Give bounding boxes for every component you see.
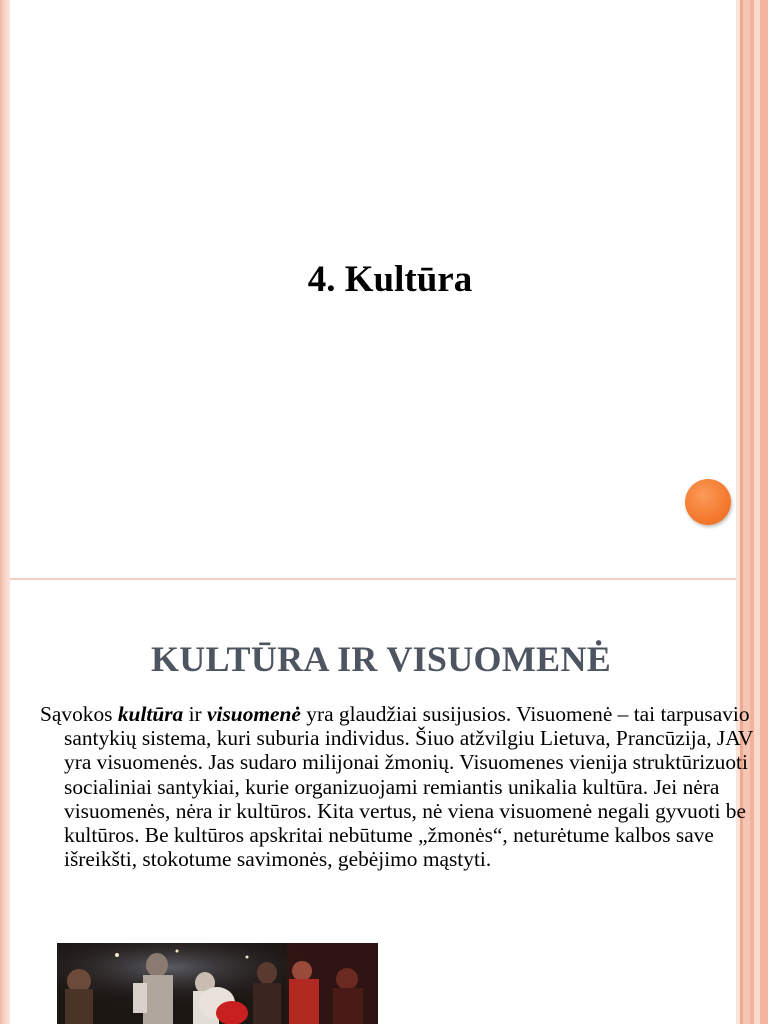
term-visuomene: visuomenė [207,702,301,726]
slide-divider [0,578,768,580]
crowd-photo [57,943,378,1024]
slide-2-title: KULTŪRA IR VISUOMENĖ [150,639,612,679]
slide-2 [0,578,768,1024]
body-text-part: Sąvokos [40,702,118,726]
orange-circle-icon [685,479,731,525]
body-text-part: yra glaudžiai susijusios. Visuomenė – tai tarpusavio santykių sistema, kuri suburia individus. Šiuo atžvilgiu Lietuva, Prancūzija, JAV yra visuomenės. Jas sudaro milijonai žmonių. Visuomenes vienija struktūrizuoti socialiniai santykiai, kurie organizuojami remiantis unikalia kultūra. Jei nėra visuomenės, nėra ir kultūros. Kita vertus, nė viena visuomenė negali gyvuoti be kultūros. Be kultūros apskritai nebūtume „žmonės“, neturėtume kalbos save išreikšti, stokotume savimonės, gebėjimo mąstyti. [64,702,753,872]
slide-2-body [40,702,754,871]
term-kultura: kultūra [117,702,184,726]
slide-1-title: 4. Kultūra [307,259,473,300]
body-text-part: ir [183,702,208,726]
crowd-photo-image [57,943,378,1024]
